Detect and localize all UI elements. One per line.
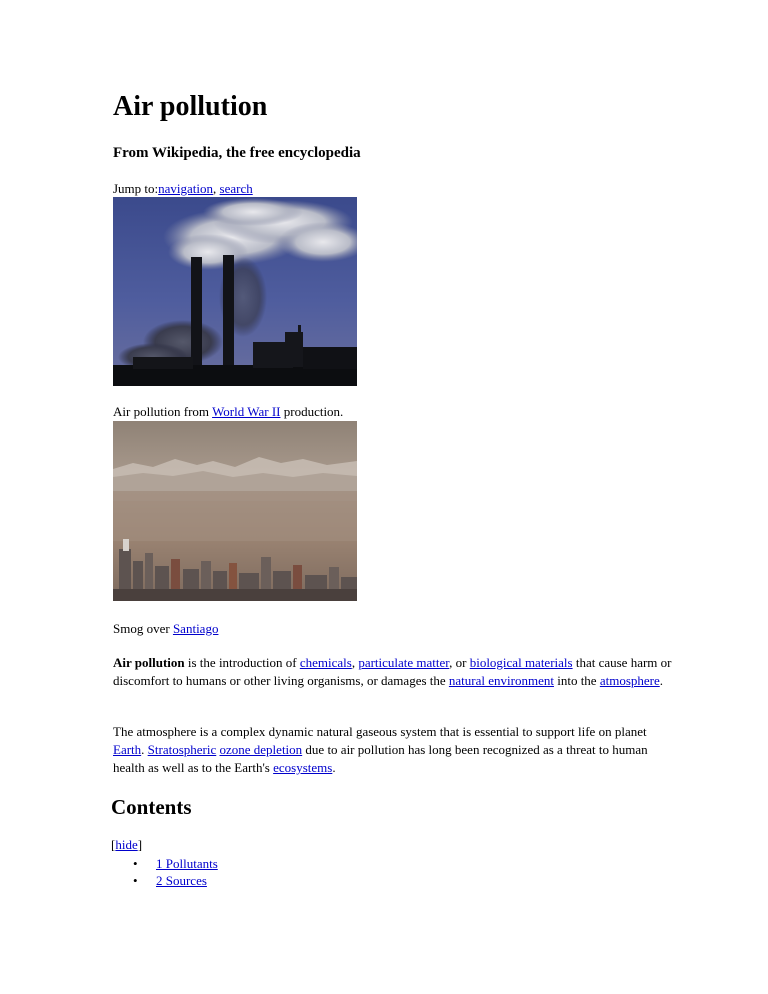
para-text: . (141, 742, 148, 757)
santiago-smog-photo[interactable] (113, 421, 357, 601)
para-text: that cause harm or discomfort to humans or other living organisms, or damages the (113, 655, 672, 688)
smokestacks-photo[interactable] (113, 197, 357, 386)
page-title: Air pollution (113, 91, 268, 122)
ecosystems-link[interactable]: ecosystems (273, 760, 333, 775)
hide-contents-link[interactable]: hide (115, 837, 138, 852)
para-text: The atmosphere is a complex dynamic natural gaseous system that is essential to support life on planet (113, 724, 647, 739)
chemicals-link[interactable]: chemicals (299, 655, 352, 670)
toggle-bracket-close: ] (137, 837, 143, 852)
table-of-contents (113, 855, 218, 889)
stratospheric-link[interactable]: Stratospheric (147, 742, 217, 757)
intro-paragraph-2 (113, 723, 673, 777)
toc-item-sources (113, 872, 218, 889)
natural-environment-link[interactable]: natural environment (448, 673, 554, 688)
site-subtitle: From Wikipedia, the free encyclopedia (113, 145, 361, 161)
earth-link[interactable]: Earth (113, 742, 142, 757)
para-text: . (659, 673, 663, 688)
intro-paragraph-1 (113, 654, 673, 690)
contents-heading: Contents (111, 795, 192, 819)
figure-caption-world-war (113, 403, 343, 421)
para-text: into the (553, 673, 600, 688)
jump-prefix: Jump to: (113, 181, 159, 196)
toggle-bracket-open: [ (111, 837, 116, 852)
search-link[interactable]: search (219, 181, 253, 196)
atmosphere-link[interactable]: atmosphere (599, 673, 660, 688)
caption-text: production. (280, 404, 344, 419)
santiago-link[interactable]: Santiago (172, 621, 219, 636)
jump-links (113, 180, 253, 198)
particulate-matter-link[interactable]: particulate matter (358, 655, 450, 670)
world-war-ii-link[interactable]: World War II (212, 404, 281, 419)
term-bold: Air pollution (113, 655, 185, 670)
para-text: due to air pollution has long been recognized as a threat to human health as well as to the Earth's (113, 742, 648, 775)
toc-link-pollutants[interactable]: 1 Pollutants (156, 856, 218, 871)
biological-materials-link[interactable]: biological materials (469, 655, 573, 670)
bullet-icon: • (133, 856, 138, 871)
ozone-depletion-link[interactable]: ozone depletion (219, 742, 303, 757)
jump-separator: , (213, 181, 220, 196)
figure-caption-santiago (113, 620, 218, 638)
contents-toggle (111, 836, 142, 854)
para-text: . (332, 760, 336, 775)
para-text: , (351, 655, 359, 670)
para-text: , or (449, 655, 470, 670)
navigation-link[interactable]: navigation (158, 181, 214, 196)
toc-link-sources[interactable]: 2 Sources (156, 873, 207, 888)
para-text: is the introduction of (184, 655, 300, 670)
caption-text: Smog over (113, 621, 173, 636)
bullet-icon: • (133, 873, 138, 888)
caption-text: Air pollution from (113, 404, 213, 419)
toc-item-pollutants (113, 855, 218, 872)
